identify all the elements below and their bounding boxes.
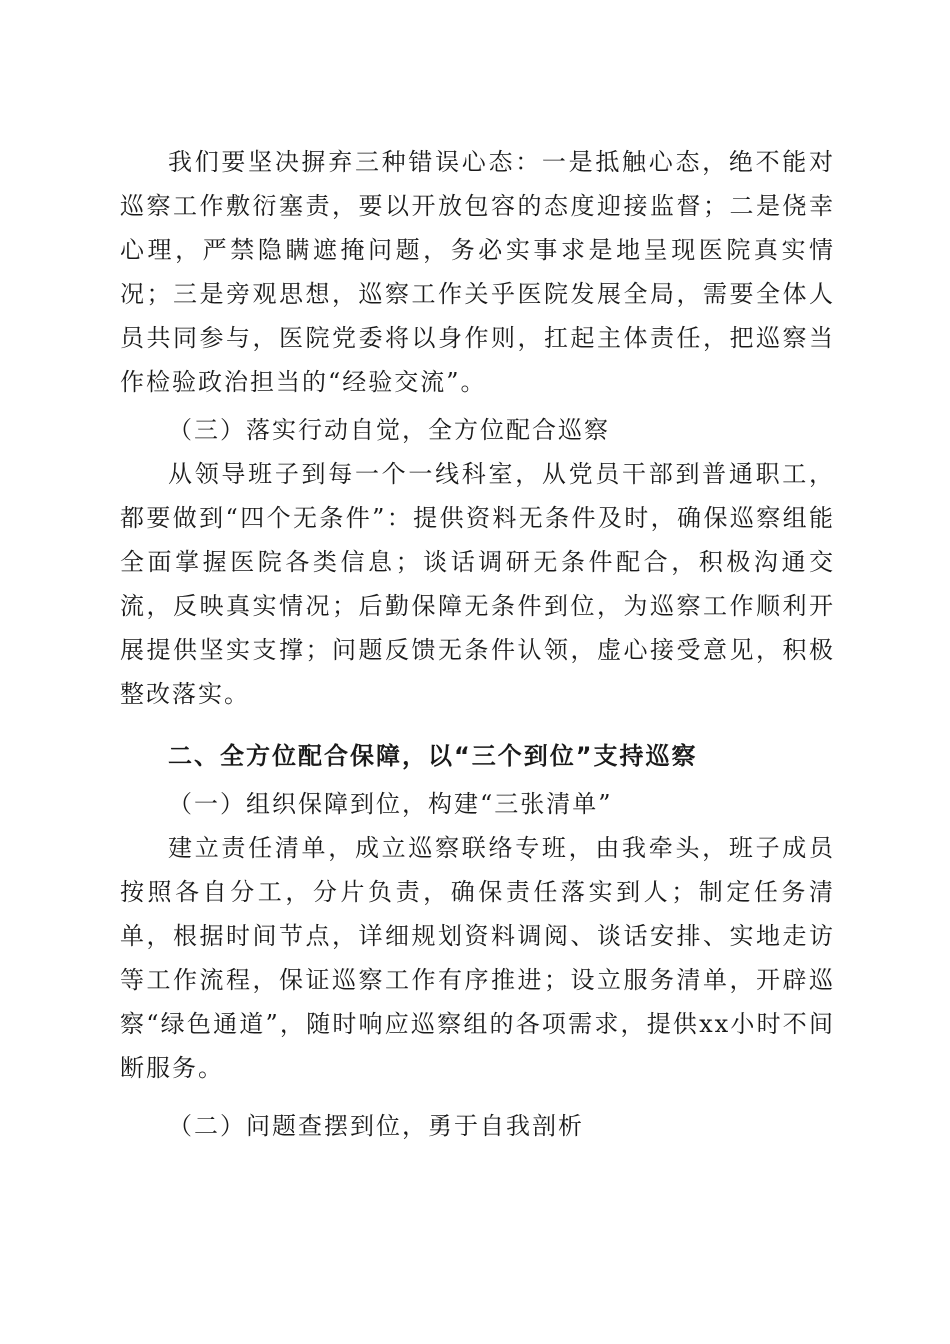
section-heading-3-organization: （一）组织保障到位，构建“三张清单”	[168, 790, 613, 818]
section-heading-3-action: （三）落实行动自觉，全方位配合巡察	[168, 416, 610, 444]
paragraph-three-lists: 建立责任清单，成立巡察联络专班，由我牵头，班子成员按照各自分工，分片负责，确保责任落实到人；制定任务清单，根据时间节点，详细规划资料调阅、谈话安排、实地走访等工作流程，保证巡察工作有序推进；设立服务清单，开辟巡察“绿色通道”，随时响应巡察组的各项需求，提供xx小时不间断服务。	[120, 834, 835, 1082]
section-heading-3-problems: （二）问题查摆到位，勇于自我剖析	[168, 1112, 584, 1140]
document-body	[120, 140, 835, 1148]
paragraph-wrong-mindsets: 我们要坚决摒弃三种错误心态：一是抵触心态，绝不能对巡察工作敷衍塞责，要以开放包容的态度迎接监督；二是侥幸心理，严禁隐瞒遮掩问题，务必实事求是地呈现医院真实情况；三是旁观思想，巡察工作关乎医院发展全局，需要全体人员共同参与，医院党委将以身作则，扛起主体责任，把巡察当作检验政治担当的“经验交流”。	[120, 148, 835, 396]
section-heading-2-support: 二、全方位配合保障，以“三个到位”支持巡察	[168, 742, 698, 770]
paragraph-four-unconditional: 从领导班子到每一个一线科室，从党员干部到普通职工，都要做到“四个无条件”：提供资料无条件及时，确保巡察组能全面掌握医院各类信息；谈话调研无条件配合，积极沟通交流，反映真实情况；后勤保障无条件到位，为巡察工作顺利开展提供坚实支撑；问题反馈无条件认领，虚心接受意见，积极整改落实。	[120, 460, 835, 708]
